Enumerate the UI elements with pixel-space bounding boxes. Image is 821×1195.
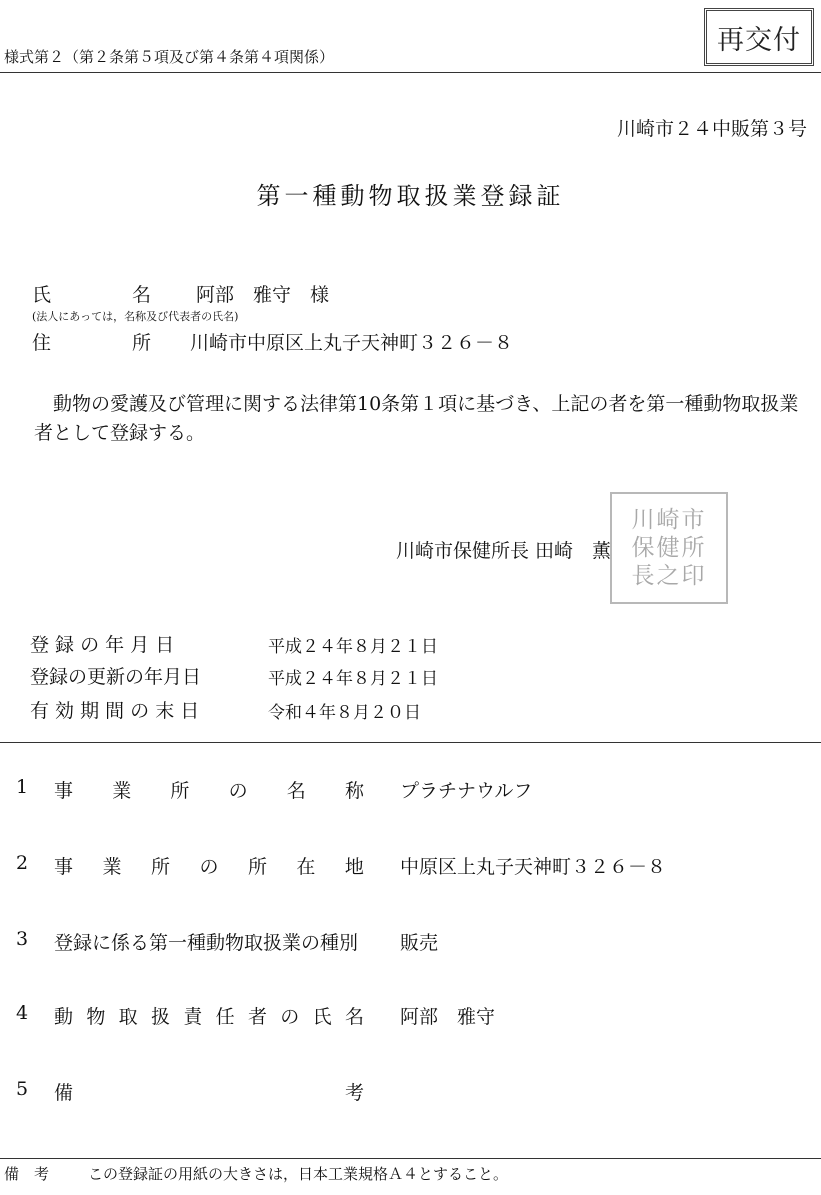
footer-note-text: この登録証の用紙の大きさは，日本工業規格Ａ４とすること。 <box>88 1165 509 1183</box>
address-label-1: 住 <box>32 332 52 354</box>
date-value-expiry: 令和４年８月２０日 <box>268 703 421 723</box>
item-number: 3 <box>16 928 29 950</box>
date-value-registration: 平成２４年８月２１日 <box>268 637 438 657</box>
item-value-business-name: プラチナウルフ <box>400 780 533 802</box>
item-value-business-address: 中原区上丸子天神町３２６－８ <box>400 856 667 878</box>
issuer-name: 川崎市保健所長 田崎 薫 <box>396 540 612 562</box>
seal-text: 川崎市保健所長之印 <box>631 507 707 589</box>
item-value-responsible-person: 阿部 雅守 <box>400 1006 496 1028</box>
reissue-stamp-text: 再交付 <box>717 24 801 56</box>
item-label-remarks: 備 考 <box>54 1082 364 1104</box>
holder-address: 川崎市中原区上丸子天神町３２６－８ <box>190 332 514 354</box>
date-label-renewal: 登録の更新の年月日 <box>30 666 202 688</box>
item-label-business-name: 事 業 所 の 名 称 <box>54 780 364 802</box>
reissue-stamp <box>704 8 814 66</box>
name-label-2: 名 <box>132 284 152 306</box>
item-number: 2 <box>16 852 29 874</box>
certificate-title: 第一種動物取扱業登録証 <box>256 182 565 210</box>
form-label: 様式第２（第２条第５項及び第４条第４項関係） <box>4 48 335 66</box>
item-value-business-type: 販売 <box>400 932 439 954</box>
middle-divider <box>0 742 821 743</box>
name-note: (法人にあっては，名称及び代表者の氏名) <box>32 310 239 323</box>
date-label-registration: 登 録 の 年 月 日 <box>30 634 175 656</box>
top-divider <box>0 72 821 73</box>
date-value-renewal: 平成２４年８月２１日 <box>268 669 438 689</box>
item-number: 5 <box>16 1078 29 1100</box>
item-label-responsible-person: 動 物 取 扱 責 任 者 の 氏 名 <box>54 1006 364 1028</box>
bottom-divider <box>0 1158 821 1159</box>
holder-name: 阿部 雅守 様 <box>196 284 330 306</box>
item-number: 1 <box>16 776 29 798</box>
item-number: 4 <box>16 1002 29 1024</box>
footer-note-heading: 備 考 <box>4 1165 50 1183</box>
official-seal <box>610 492 728 604</box>
date-label-expiry: 有 効 期 間 の 末 日 <box>30 700 200 722</box>
item-label-business-type: 登録に係る第一種動物取扱業の種別 <box>54 932 359 954</box>
certification-text: 動物の愛護及び管理に関する法律第10条第１項に基づき、上記の者を第一種動物取扱業者として登録する。 <box>34 393 799 444</box>
registration-number: 川崎市２４中販第３号 <box>616 118 807 140</box>
address-label-2: 所 <box>132 332 152 354</box>
name-label-1: 氏 <box>32 284 52 306</box>
item-label-business-address: 事 業 所 の 所 在 地 <box>54 856 364 878</box>
